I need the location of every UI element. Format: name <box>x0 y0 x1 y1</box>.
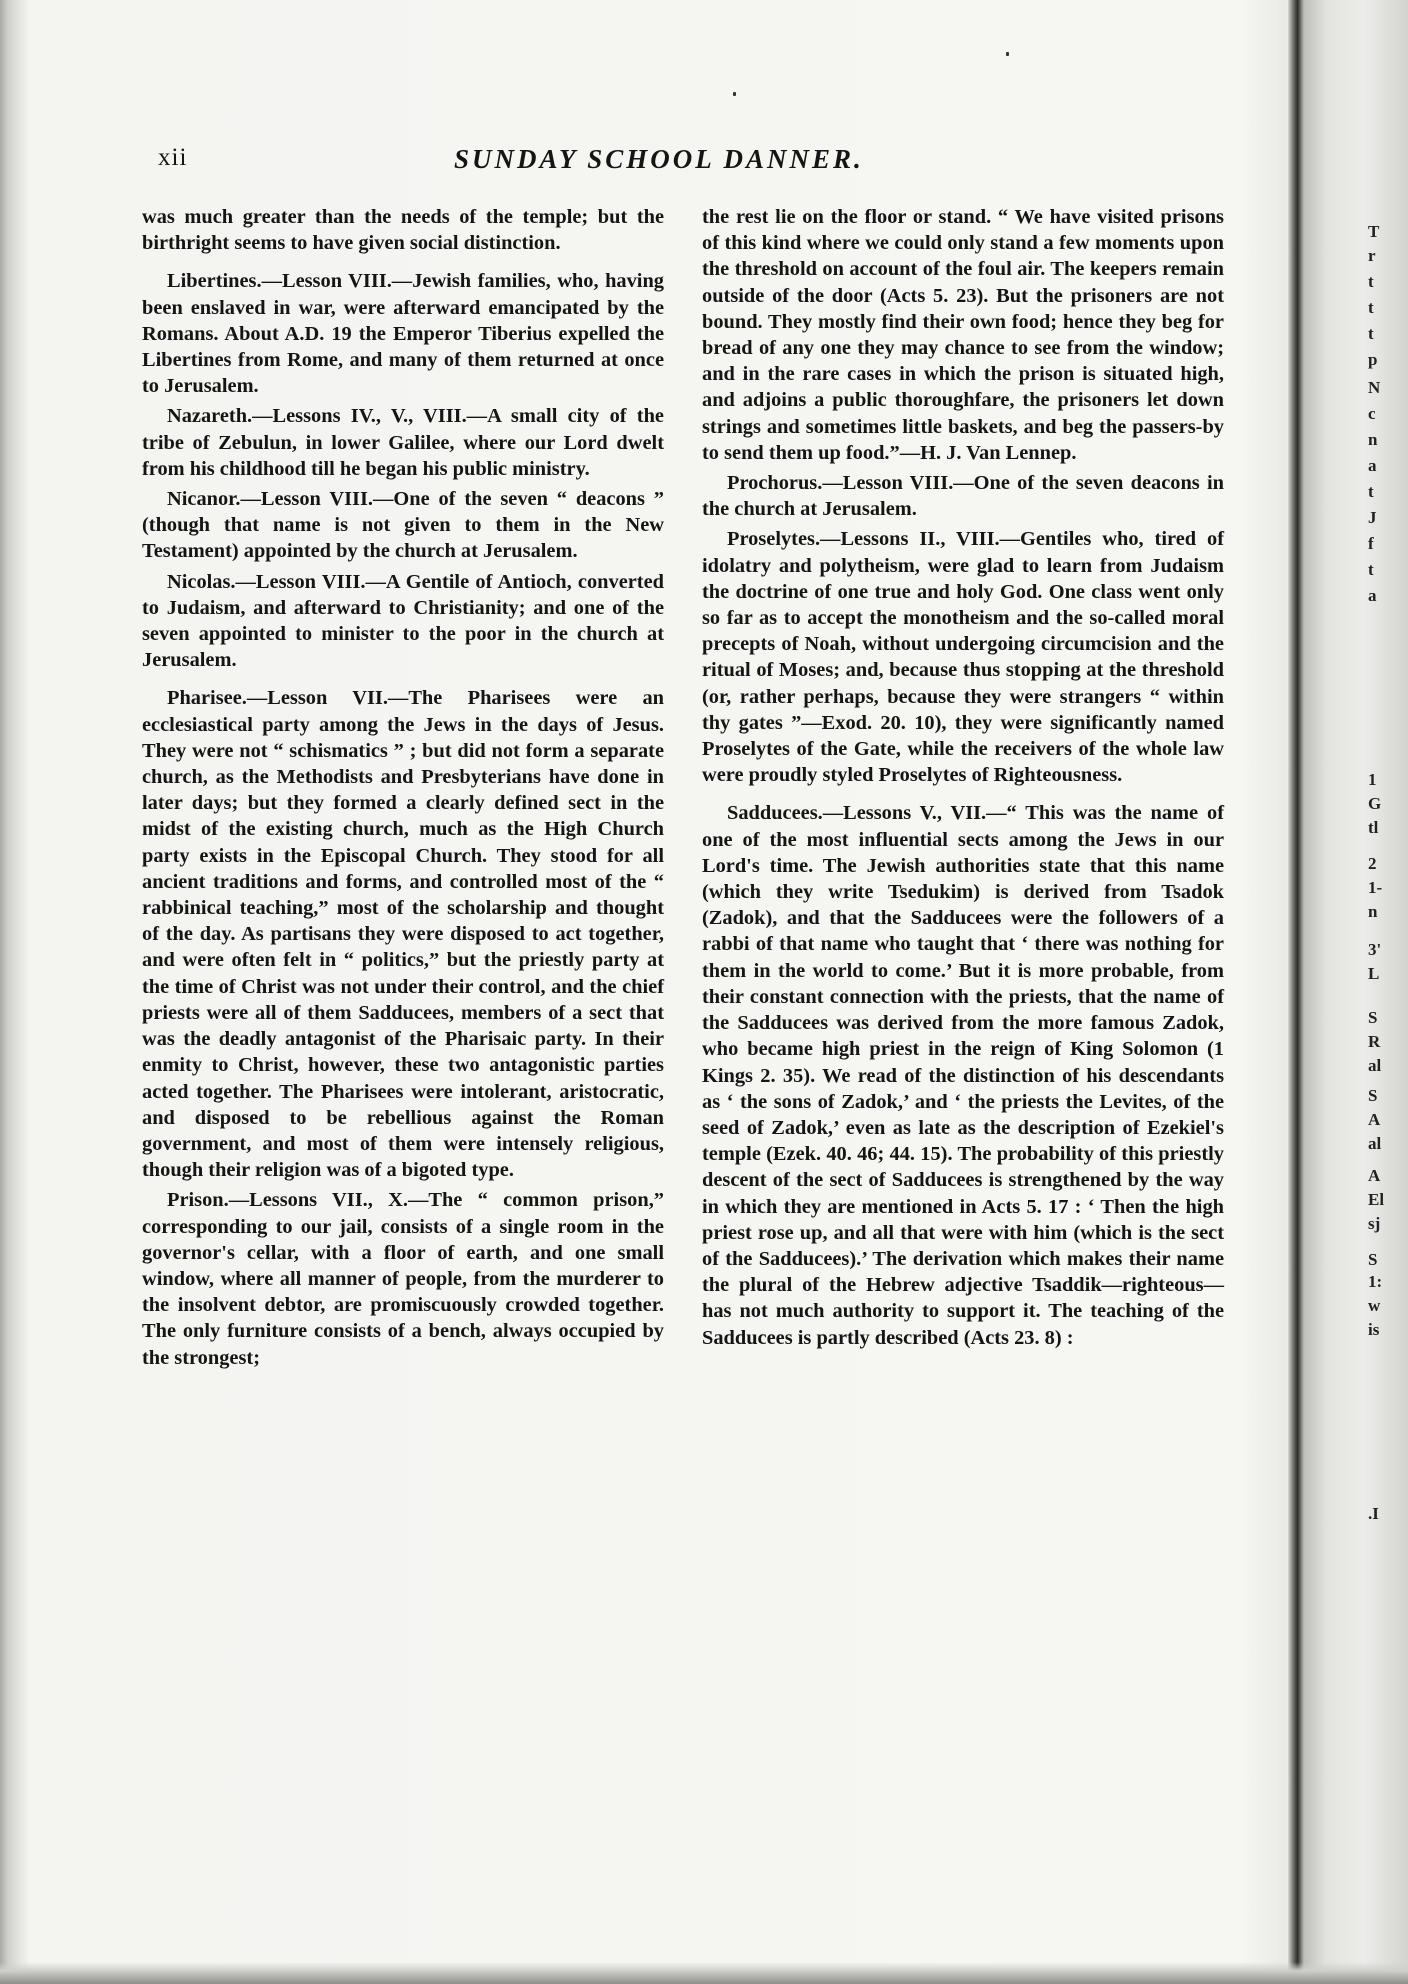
glossary-entry-sadducees: Sadducees.—Lessons V., VII.—“ This was the name of one of the most influential sects among the Jews in our Lord's time. The Jewish authorities state that this name (which they write Tsedukim) is derived from Tsadok (Zadok), and that the Sadducees were the followers of a rabbi of that name who taught that ‘ there was nothing for them in the world to come.’ But it is more probable, from their constant connection with the priests, that the name of the Sadducees was derived from the more famous Zadok, who became high priest in the reign of King Solomon (1 Kings 2. 35). We read of the distinction of his descendants as ‘ the sons of Zadok,’ and ‘ the priests the Levites, of the seed of Zadok,’ even as late as the description of Ezekiel's temple (Ezek. 40. 46; 44. 15). The probability of this priestly descent of the sect of Sadducees is strengthened by the way in which they are mentioned in Acts 5. 17 : ‘ Then the high priest rose up, and all that were with him (which is the sect of the Sadducees).’ The derivation which makes their name the plural of the Hebrew adjective Tsaddik—righteous—has not much authority to support it. The teaching of the Sadducees is partly described (Acts 23. 8) : <box>702 802 1224 1349</box>
left-column <box>142 204 664 1371</box>
facing-page-fragment: t <box>1368 324 1374 343</box>
facing-page-strip <box>1304 0 1408 1984</box>
print-speck <box>733 92 736 96</box>
facing-page-fragment: al <box>1368 1134 1382 1153</box>
facing-page-fragment: a <box>1368 586 1377 605</box>
facing-page-fragment: R <box>1368 1032 1381 1051</box>
facing-page-fragment: S <box>1368 1250 1378 1269</box>
facing-page-fragment: t <box>1368 482 1374 501</box>
facing-page-fragment: 1 <box>1368 770 1377 789</box>
facing-page-fragment: r <box>1368 246 1376 265</box>
facing-page-fragment: El <box>1368 1190 1385 1209</box>
facing-page-fragment: .I <box>1368 1504 1379 1523</box>
glossary-entry-pharisee: Pharisee.—Lesson VII.—The Pharisees were an ecclesiastical party among the Jews in the days of Jesus. They were not “ schismatics ” ; but did not form a separate church, as the Methodists and Presbyterians have done in later days; but they formed a clearly defined sect in the midst of the existing church, much as the High Church party exists in the Episcopal Church. They stood for all ancient traditions and forms, and controlled most of the “ rabbinical teaching,” most of the scholarship and thought of the day. As partisans they were disposed to act together, and were often felt in “ politics,” but the priestly party at the time of Christ was not under their control, and the chief priests were all of them Sadducees, members of a sect that was the deadly antagonist of the Pharisaic party. In their enmity to Christ, however, these two antagonistic parties acted together. The Pharisees were intolerant, aristocratic, and disposed to be rebellious against the Roman government, and most of them were intensely religious, though their religion was of a bigoted type. <box>142 687 664 1182</box>
print-speck <box>1006 52 1009 56</box>
paragraph: the rest lie on the floor or stand. “ We have visited prisons of this kind where we could only stand a few moments upon the threshold on account of the foul air. The keepers remain outside of the door (Acts 5. 23). But the prisoners are not bound. They mostly find their own food; hence they beg for bread of any one they may chance to see from the window; and in the rare cases in which the prison is situated high, and adjoins a public thoroughfare, the prisoners let down strings and sometimes little baskets, and beg the passers-by to send them up food.”—H. J. Van Lennep. <box>702 206 1224 464</box>
glossary-entry-nazareth: Nazareth.—Lessons IV., V., VIII.—A small city of the tribe of Zebulun, in lower Galilee, where our Lord dwelt from his childhood till he began his public ministry. <box>142 405 664 480</box>
facing-page-fragment: 2 <box>1368 854 1377 873</box>
facing-page-fragment: c <box>1368 404 1376 423</box>
facing-page-fragment: A <box>1368 1166 1381 1185</box>
glossary-entry-libertines: Libertines.—Lesson VIII.—Jewish families, who, having been enslaved in war, were afterward emancipated by the Romans. About A.D. 19 the Emperor Tiberius expelled the Libertines from Rome, and many of them returned at once to Jerusalem. <box>142 270 664 398</box>
facing-page-fragment: 1: <box>1368 1272 1383 1291</box>
facing-page-fragment: is <box>1368 1320 1380 1339</box>
paragraph: was much greater than the needs of the temple; but the birthright seems to have given social distinction. <box>142 206 664 255</box>
page-left-edge <box>0 0 30 1984</box>
facing-page-fragment: al <box>1368 1056 1382 1075</box>
glossary-entry-prison: Prison.—Lessons VII., X.—The “ common prison,” corresponding to our jail, consists of a single room in the governor's cellar, with a floor of earth, and one small window, where all manner of people, from the murderer to the insolvent debtor, are promiscuously crowded together. The only furniture consists of a bench, always occupied by the strongest; <box>142 1189 664 1369</box>
facing-page-fragment: T <box>1368 222 1380 241</box>
facing-page-fragment: N <box>1368 378 1381 397</box>
facing-page-fragment: f <box>1368 534 1374 553</box>
facing-page-fragment: S <box>1368 1008 1378 1027</box>
facing-page-fragment: t <box>1368 298 1374 317</box>
facing-page-fragment: a <box>1368 456 1377 475</box>
facing-page-fragment: tl <box>1368 818 1379 837</box>
facing-page-fragment: sj <box>1368 1214 1381 1233</box>
facing-page-fragment: A <box>1368 1110 1381 1129</box>
running-title: SUNDAY SCHOOL DANNER. <box>454 144 864 174</box>
facing-page-fragment: t <box>1368 560 1374 579</box>
facing-page-fragment: n <box>1368 902 1378 921</box>
facing-page-fragment: p <box>1368 350 1378 369</box>
page-number: xii <box>158 144 188 171</box>
facing-page-fragment: G <box>1368 794 1382 813</box>
facing-page-fragment: 3' <box>1368 940 1382 959</box>
page-bottom-edge <box>0 1962 1408 1984</box>
right-column <box>702 204 1224 1351</box>
glossary-entry-proselytes: Proselytes.—Lessons II., VIII.—Gentiles who, tired of idolatry and polytheism, were glad to learn from Judaism the doctrine of one true and holy God. One class went only so far as to accept the monotheism and the so-called moral precepts of Noah, without undergoing circumcision and the ritual of Moses; and, because thus stopping at the threshold (or, rather perhaps, because they were strangers “ within thy gates ”—Exod. 20. 10), they were significantly named Proselytes of the Gate, while the receivers of the whole law were proudly styled Proselytes of Righteousness. <box>702 528 1224 787</box>
glossary-entry-prochorus: Prochorus.—Lesson VIII.—One of the seven deacons in the church at Jerusalem. <box>702 472 1224 521</box>
facing-page-fragment: L <box>1368 964 1380 983</box>
facing-page-fragment: 1- <box>1368 878 1383 897</box>
book-gutter <box>1288 0 1304 1984</box>
facing-page-fragment: w <box>1368 1296 1381 1315</box>
facing-page-fragment: S <box>1368 1086 1378 1105</box>
glossary-entry-nicolas: Nicolas.—Lesson VIII.—A Gentile of Antioch, converted to Judaism, and afterward to Christianity; and one of the seven appointed to minister to the poor in the church at Jerusalem. <box>142 570 664 672</box>
page-header <box>158 144 1248 180</box>
facing-page-fragment: t <box>1368 272 1374 291</box>
facing-page-fragment: J <box>1368 508 1377 527</box>
facing-page-fragment: n <box>1368 430 1378 449</box>
glossary-entry-nicanor: Nicanor.—Lesson VIII.—One of the seven “ deacons ” (though that name is not given to them in the New Testament) appointed by the church at Jerusalem. <box>142 488 664 563</box>
